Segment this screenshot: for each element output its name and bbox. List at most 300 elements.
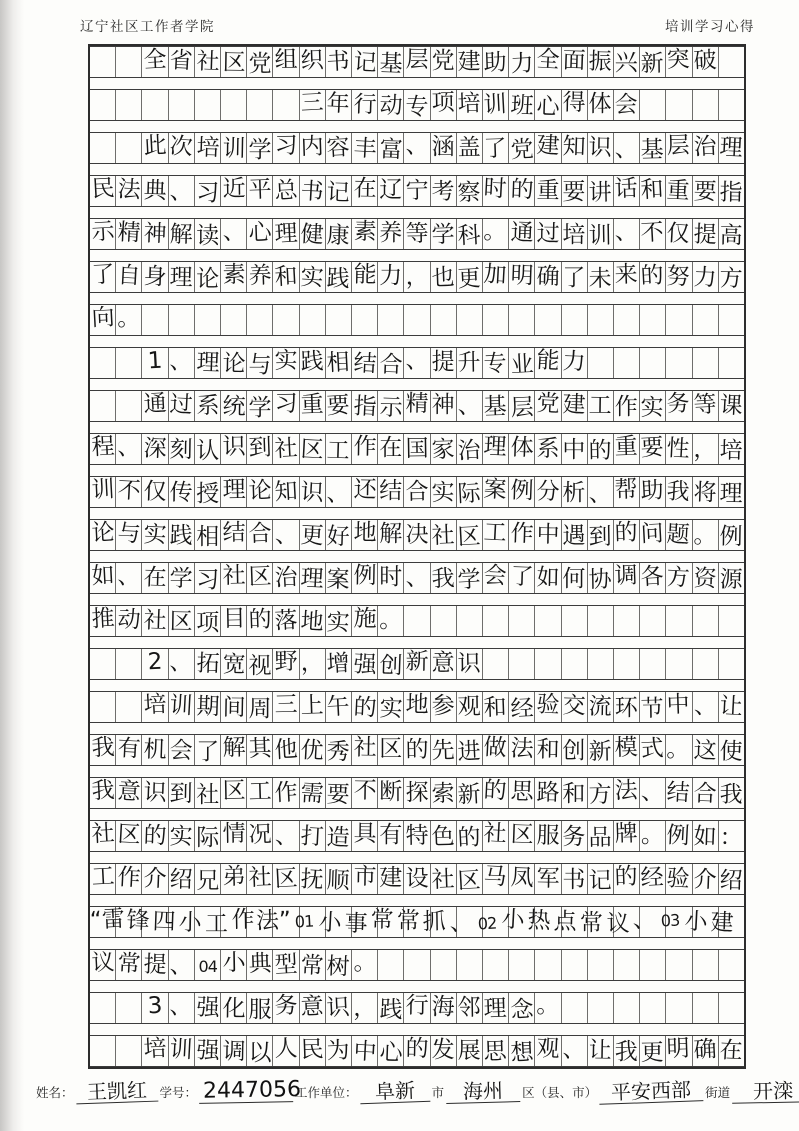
grid-cell: [352, 563, 378, 593]
grid-cell: [352, 348, 378, 378]
manuscript-char: 强: [195, 1037, 220, 1065]
grid-cell: [352, 1036, 378, 1066]
grid-cell: [693, 90, 719, 120]
manuscript-char: 抚: [300, 866, 325, 894]
grid-cell: [169, 563, 195, 593]
grid-cell: [142, 649, 168, 679]
grid-cell: [378, 133, 404, 163]
grid-cell: [247, 90, 273, 120]
manuscript-char: 神: [143, 220, 168, 248]
grid-cell: [640, 649, 666, 679]
grid-cell: [457, 520, 483, 550]
grid-cell: [195, 950, 221, 980]
grid-cell: [169, 864, 195, 894]
grid-cell: [273, 907, 299, 937]
manuscript-char: 知: [561, 133, 586, 161]
manuscript-char: 项: [196, 610, 220, 636]
grid-cell: [378, 907, 404, 937]
manuscript-char: 服: [248, 997, 272, 1023]
manuscript-char: 盖: [457, 134, 481, 162]
grid-cell: [535, 391, 561, 421]
grid-cell: [404, 477, 430, 507]
grid-cell: [195, 606, 221, 636]
manuscript-char: 相: [196, 524, 220, 550]
manuscript-char: 不: [640, 219, 665, 247]
manuscript-char: 区: [169, 608, 194, 636]
manuscript-char: 念: [509, 996, 534, 1024]
grid-cell: [693, 1036, 719, 1066]
manuscript-char: 式: [640, 735, 665, 763]
grid-cell: [483, 821, 509, 851]
grid-cell: [535, 219, 561, 249]
grid-cell: [457, 864, 483, 894]
manuscript-char: 军: [536, 865, 560, 893]
grid-cell: [640, 821, 666, 851]
manuscript-char: 化: [222, 995, 246, 1023]
grid-cell: [719, 735, 744, 765]
grid-cell: [509, 907, 535, 937]
grid-cell: [588, 950, 614, 980]
grid-cell: [614, 606, 640, 636]
grid-cell: [247, 391, 273, 421]
grid-cell: [562, 864, 588, 894]
manuscript-char: 绍: [169, 866, 194, 894]
grid-cell: [247, 907, 273, 937]
grid-cell: [326, 391, 352, 421]
manuscript-char: 有: [117, 735, 142, 763]
grid-cell: [326, 649, 352, 679]
manuscript-char: 还: [352, 476, 377, 504]
manuscript-char: 、: [117, 434, 142, 462]
grid-cell: [195, 993, 221, 1023]
manuscript-char: 康: [326, 222, 351, 250]
manuscript-char: 何: [562, 566, 586, 592]
grid-cell: [221, 993, 247, 1023]
grid-cell: [483, 993, 509, 1023]
manuscript-char: 地: [352, 519, 377, 547]
grid-cell: [719, 649, 744, 679]
grid-cell: [509, 649, 535, 679]
grid-cell: [116, 950, 142, 980]
grid-cell: [588, 563, 614, 593]
manuscript-char: 更: [640, 1039, 665, 1067]
manuscript-char: 了: [90, 261, 116, 289]
footer-district-suffix: 区（县、市）: [522, 1086, 598, 1100]
grid-cell: [300, 305, 326, 335]
manuscript-char: 理: [274, 220, 299, 248]
manuscript-char: 系: [195, 392, 220, 420]
grid-cell: [483, 219, 509, 249]
manuscript-char: 小: [222, 949, 246, 977]
manuscript-char: 案: [326, 566, 351, 594]
grid-cell: [90, 434, 116, 464]
grid-cell: [457, 219, 483, 249]
manuscript-char: 好: [326, 523, 351, 551]
grid-cell: [693, 864, 719, 894]
manuscript-char: 、: [274, 822, 299, 850]
grid-cell: [483, 950, 509, 980]
grid-cell: [300, 563, 326, 593]
grid-cell: [352, 90, 378, 120]
manuscript-char: 业: [509, 351, 534, 379]
manuscript-char: 解: [169, 221, 194, 249]
manuscript-char: 更: [457, 265, 482, 293]
manuscript-char: 调: [222, 1038, 246, 1066]
manuscript-char: 治: [692, 133, 717, 161]
footer-name-label: 姓名：: [36, 1086, 74, 1100]
grid-cell: [116, 606, 142, 636]
grid-cell: [352, 391, 378, 421]
footer-city-value: 阜新: [359, 1079, 430, 1104]
grid-cell: [116, 176, 142, 206]
grid-cell: [666, 262, 692, 292]
grid-cell: [457, 778, 483, 808]
grid-cell: [535, 692, 561, 722]
manuscript-char: 3: [147, 992, 164, 1020]
manuscript-char: 社: [431, 522, 456, 550]
grid-cell: [719, 133, 744, 163]
grid-cell: [90, 778, 116, 808]
grid-cell: [273, 133, 299, 163]
manuscript-char: 。: [483, 218, 508, 246]
manuscript-char: 增: [326, 650, 351, 678]
grid-cell: [693, 563, 719, 593]
manuscript-row: [90, 1035, 744, 1067]
grid-cell: [719, 864, 744, 894]
grid-cell: [378, 391, 404, 421]
grid-cell: [247, 176, 273, 206]
manuscript-char: 习: [196, 180, 220, 206]
grid-cell: [326, 1036, 352, 1066]
grid-cell: [509, 864, 535, 894]
grid-cell: [142, 735, 168, 765]
manuscript-char: 区: [300, 436, 325, 464]
manuscript-char: 科: [457, 222, 482, 250]
manuscript-char: 、: [614, 218, 639, 246]
grid-cell: [693, 305, 719, 335]
grid-cell: [588, 90, 614, 120]
grid-cell: [247, 606, 273, 636]
grid-cell: [562, 649, 588, 679]
grid-cell: [378, 735, 404, 765]
grid-cell: [378, 434, 404, 464]
grid-cell: [640, 993, 666, 1023]
grid-cell: [431, 778, 457, 808]
manuscript-char: 心: [535, 93, 560, 121]
grid-cell: [273, 47, 299, 77]
grid-cell: [247, 1036, 273, 1066]
grid-cell: [90, 47, 116, 77]
grid-cell: [693, 821, 719, 851]
grid-cell: [195, 434, 221, 464]
grid-cell: [640, 305, 666, 335]
grid-cell: [221, 950, 247, 980]
manuscript-char: 能: [352, 261, 377, 289]
grid-cell: [666, 305, 692, 335]
grid-cell: [142, 176, 168, 206]
grid-cell: [457, 1036, 483, 1066]
grid-cell: [483, 735, 509, 765]
grid-cell: [273, 821, 299, 851]
manuscript-char: 和: [483, 694, 508, 722]
manuscript-char: 要: [326, 781, 351, 809]
manuscript-char: 强: [352, 651, 377, 679]
grid-cell: [195, 176, 221, 206]
grid-cell: [273, 864, 299, 894]
manuscript-char: 的: [483, 777, 508, 805]
manuscript-char: 与: [117, 520, 142, 548]
grid-cell: [535, 649, 561, 679]
grid-cell: [300, 864, 326, 894]
manuscript-char: 让: [718, 693, 743, 721]
grid-cell: [483, 563, 509, 593]
manuscript-char: 为: [326, 1037, 351, 1065]
manuscript-char: 素: [352, 218, 377, 246]
manuscript-char: 重: [614, 433, 639, 461]
manuscript-row: [90, 304, 744, 336]
grid-cell: [640, 477, 666, 507]
grid-cell: [404, 90, 430, 120]
grid-cell: [352, 735, 378, 765]
grid-cell: [588, 864, 614, 894]
manuscript-char: 书: [326, 48, 351, 76]
footer-info-line: [34, 1077, 794, 1105]
grid-cell: [221, 907, 247, 937]
grid-cell: [195, 649, 221, 679]
manuscript-char: 结: [222, 519, 246, 547]
grid-cell: [535, 434, 561, 464]
grid-cell: [169, 391, 195, 421]
grid-cell: [116, 47, 142, 77]
grid-cell: [562, 391, 588, 421]
manuscript-char: 作: [117, 864, 142, 892]
manuscript-char: 典: [248, 950, 272, 978]
manuscript-char: 打: [300, 823, 325, 851]
manuscript-char: 经: [640, 864, 665, 892]
grid-cell: [273, 434, 299, 464]
manuscript-char: 组: [274, 46, 298, 74]
grid-cell: [142, 1036, 168, 1066]
grid-cell: [116, 391, 142, 421]
manuscript-char: 。: [117, 305, 142, 333]
grid-cell: [562, 1036, 588, 1066]
manuscript-row: [90, 992, 744, 1024]
grid-cell: [247, 434, 273, 464]
grid-cell: [404, 821, 430, 851]
manuscript-char: 实: [431, 479, 456, 507]
manuscript-char: 社: [196, 782, 220, 808]
grid-cell: [247, 305, 273, 335]
grid-cell: [352, 907, 378, 937]
grid-cell: [666, 606, 692, 636]
grid-cell: [352, 133, 378, 163]
grid-cell: [90, 950, 116, 980]
grid-cell: [352, 606, 378, 636]
manuscript-char: 党: [248, 51, 272, 77]
grid-cell: [378, 90, 404, 120]
grid-cell: [221, 778, 247, 808]
grid-cell: [404, 434, 430, 464]
grid-cell: [431, 305, 457, 335]
grid-cell: [247, 348, 273, 378]
grid-cell: [90, 90, 116, 120]
grid-cell: [483, 176, 509, 206]
manuscript-char: 面: [561, 47, 586, 75]
manuscript-char: 、: [640, 778, 665, 806]
grid-cell: [666, 950, 692, 980]
manuscript-char: 社: [90, 820, 116, 848]
manuscript-char: 年: [326, 90, 351, 118]
grid-cell: [719, 477, 744, 507]
grid-cell: [509, 176, 535, 206]
manuscript-char: 等: [405, 220, 429, 248]
manuscript-char: 要: [562, 179, 586, 205]
manuscript-char: 家: [431, 436, 456, 464]
grid-cell: [116, 563, 142, 593]
manuscript-char: 宽: [222, 651, 246, 679]
manuscript-char: 、: [448, 909, 473, 937]
manuscript-char: 01: [294, 911, 314, 932]
grid-cell: [273, 176, 299, 206]
grid-cell: [588, 649, 614, 679]
manuscript-char: 不: [352, 777, 377, 805]
manuscript-row: [90, 132, 744, 164]
grid-cell: [588, 735, 614, 765]
grid-cell: [457, 90, 483, 120]
grid-cell: [352, 864, 378, 894]
grid-cell: [247, 864, 273, 894]
grid-cell: [326, 778, 352, 808]
manuscript-char: 社: [352, 734, 377, 762]
manuscript-char: 例: [666, 822, 691, 850]
manuscript-char: 养: [248, 262, 272, 290]
manuscript-char: 理: [483, 433, 508, 461]
manuscript-row: [90, 820, 744, 852]
grid-cell: [483, 47, 509, 77]
manuscript-char: 区: [222, 777, 246, 805]
grid-cell: [404, 262, 430, 292]
manuscript-row: [90, 691, 744, 723]
manuscript-char: 。: [666, 736, 691, 764]
manuscript-char: 行: [352, 91, 377, 119]
manuscript-char: 将: [692, 479, 717, 507]
manuscript-char: 素: [222, 261, 246, 289]
manuscript-char: 、: [457, 392, 481, 420]
grid-cell: [221, 434, 247, 464]
grid-cell: [221, 391, 247, 421]
grid-cell: [431, 821, 457, 851]
grid-cell: [431, 133, 457, 163]
grid-cell: [300, 520, 326, 550]
manuscript-row: [90, 648, 744, 680]
manuscript-char: 工: [90, 863, 116, 891]
grid-cell: [300, 391, 326, 421]
manuscript-char: 了: [509, 563, 534, 591]
grid-cell: [614, 262, 640, 292]
grid-cell: [457, 993, 483, 1023]
grid-cell: [535, 606, 561, 636]
manuscript-char: 。: [379, 607, 403, 633]
manuscript-char: 视: [248, 653, 272, 679]
grid-cell: [352, 778, 378, 808]
grid-cell: [221, 821, 247, 851]
manuscript-char: 介: [692, 866, 717, 894]
manuscript-row: [90, 777, 744, 809]
manuscript-char: 提: [692, 221, 717, 249]
grid-cell: [378, 520, 404, 550]
footer-district-value: 海州: [446, 1079, 521, 1104]
manuscript-char: 拓: [195, 650, 220, 678]
manuscript-char: 通: [143, 390, 168, 418]
grid-cell: [300, 950, 326, 980]
manuscript-row: [90, 734, 744, 766]
grid-cell: [562, 305, 588, 335]
grid-cell: [431, 692, 457, 722]
grid-cell: [693, 606, 719, 636]
manuscript-char: 强: [195, 994, 220, 1022]
grid-cell: [326, 219, 352, 249]
grid-cell: [90, 563, 116, 593]
manuscript-char: 指: [352, 393, 377, 421]
manuscript-char: 过: [536, 220, 560, 248]
grid-cell: [195, 262, 221, 292]
manuscript-char: 培: [719, 437, 743, 465]
grid-cell: [666, 735, 692, 765]
grid-cell: [273, 649, 299, 679]
grid-cell: [693, 907, 719, 937]
grid-cell: [588, 133, 614, 163]
grid-cell: [116, 90, 142, 120]
manuscript-char: 绍: [719, 867, 743, 895]
grid-cell: [116, 649, 142, 679]
manuscript-char: 习: [196, 567, 220, 593]
manuscript-char: 学: [457, 566, 482, 594]
manuscript-char: 建: [379, 865, 403, 891]
manuscript-char: 授: [196, 481, 220, 507]
grid-cell: [431, 520, 457, 550]
manuscript-char: 事: [344, 910, 368, 938]
grid-cell: [588, 907, 614, 937]
grid-cell: [378, 864, 404, 894]
manuscript-row: [90, 46, 744, 78]
manuscript-char: 训: [483, 91, 508, 119]
grid-cell: [457, 950, 483, 980]
manuscript-char: 班: [509, 92, 534, 120]
manuscript-char: 努: [666, 263, 691, 291]
grid-cell: [404, 907, 430, 937]
manuscript-char: 分: [536, 478, 560, 506]
grid-cell: [273, 735, 299, 765]
manuscript-char: 际: [457, 480, 482, 508]
manuscript-char: 。: [692, 522, 717, 550]
grid-cell: [719, 90, 744, 120]
grid-cell: [247, 993, 273, 1023]
manuscript-char: 社: [483, 820, 508, 848]
manuscript-char: 午: [326, 693, 351, 721]
grid-cell: [195, 821, 221, 851]
manuscript-char: 使: [719, 738, 743, 766]
grid-cell: [326, 47, 352, 77]
grid-cell: [640, 864, 666, 894]
grid-cell: [509, 262, 535, 292]
manuscript-char: 我: [614, 1039, 638, 1065]
grid-cell: [195, 348, 221, 378]
manuscript-char: 内: [300, 133, 325, 161]
manuscript-char: 作: [274, 779, 299, 807]
manuscript-char: 探: [405, 779, 429, 807]
grid-cell: [169, 219, 195, 249]
grid-cell: [535, 133, 561, 163]
